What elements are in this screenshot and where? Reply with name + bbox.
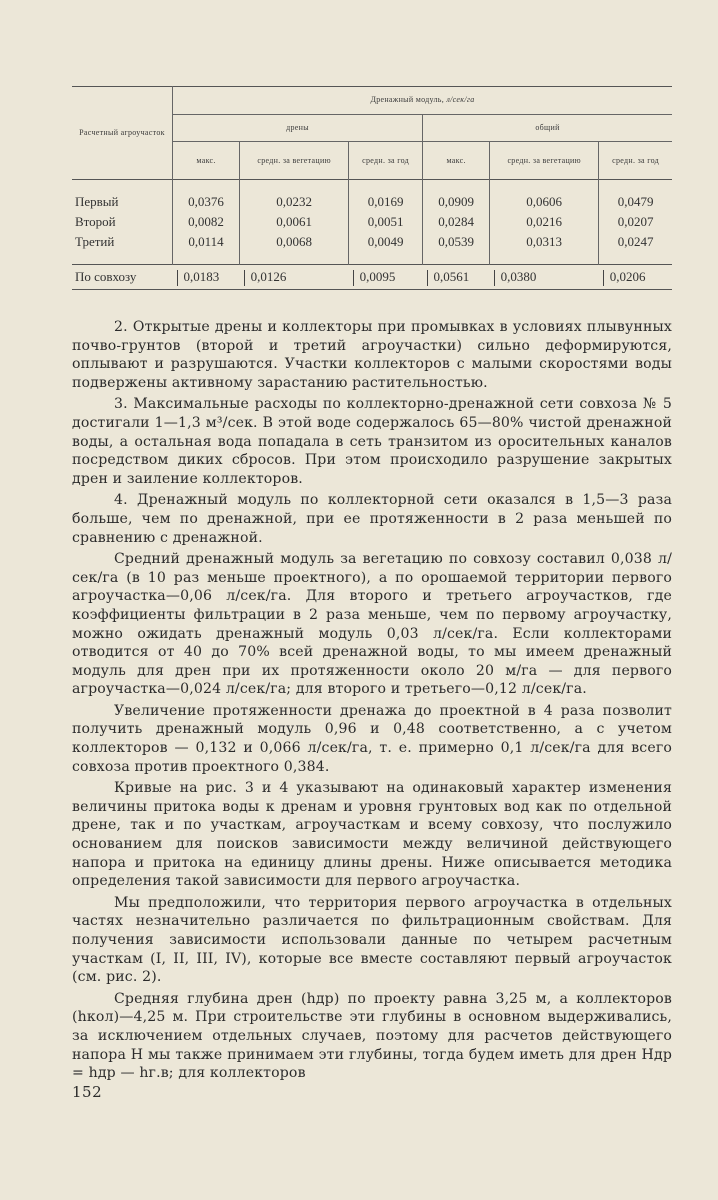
paragraph: 3. Максимальные расходы по коллекторно-дренажной сети совхоза № 5 достигали 1—1,3 м³/сек. В этой воде содержалось 65—80% чистой дренажной воды, а остальная вода попадала в сеть транзитом из оросительных каналов посредством диких сбросов. При этом происходило разрушение закрытых дрен и заиление коллекторов. [72, 396, 672, 487]
table-cell: 0,0095 [359, 269, 396, 284]
col-drains-max: макс. [173, 142, 240, 180]
table-cell: 0,0561 [433, 269, 470, 284]
col-total-max: макс. [423, 142, 490, 180]
table-cell: 0,0479 [599, 180, 672, 213]
body-text [72, 318, 672, 1086]
row-label: Второй [75, 214, 116, 229]
col-total-veg: средн. за вегетацию [490, 142, 599, 180]
table-cell: 0,0049 [349, 232, 423, 265]
table-total-row [72, 265, 672, 290]
table-cell: 0,0114 [173, 232, 240, 265]
table-cell: 0,0068 [240, 232, 349, 265]
paragraph: Кривые на рис. 3 и 4 указывают на одинаковый характер изменения величины притока воды к дренам и уровня грунтовых вод как по отдельной дрене, так и по участкам, агроучасткам и всему совхозу, что послужило основанием для поисков зависимости между величиной действующего напора и притока на единицу длины дрены. Ниже описывается методика определения такой зависимости для первого агроучастка. [72, 780, 672, 890]
paragraph: 2. Открытые дрены и коллекторы при промывках в условиях плывунных почво-грунтов (второй и третий агроучастки) сильно деформируются, оплывают и разрушаются. Участки коллекторов с малыми скоростями воды подвержены активному зарастанию растительностью. [72, 319, 672, 391]
table-cell: 0,0606 [490, 180, 599, 213]
paragraph: Средний дренажный модуль за вегетацию по совхозу составил 0,038 л/сек/га (в 10 раз меньше проектного), а по орошаемой территории первого агроучастка—0,06 л/сек/га. Для второго и третьего агроучастков, где коэффициенты фильтрации в 2 раза меньше, чем по первому агроучастку, можно ожидать дренажный модуль 0,03 л/сек/га. Если коллекторами отводится от 40 до 70% всей дренажной воды, то мы имеем дренажный модуль для дрен при их протяженности около 20 м/га — для первого агроучастка—0,024 л/сек/га; для второго и третьего—0,12 л/сек/га. [72, 551, 672, 698]
table-main-header: Дренажный модуль, л/сек/га [173, 87, 673, 115]
table-row [72, 212, 672, 232]
paragraph: 4. Дренажный модуль по коллекторной сети оказался в 1,5—3 раза больше, чем по дренажной, при ее протяженности в 2 раза меньшей по сравнению с дренажной. [72, 492, 672, 546]
drainage-module-table [72, 86, 672, 290]
paragraph: Увеличение протяженности дренажа до проектной в 4 раза позволит получить дренажный модуль 0,96 и 0,48 соответственно, а с учетом коллекторов — 0,132 и 0,066 л/сек/га, т. е. примерно 0,1 л/сек/га для всего совхоза против проектного 0,384. [72, 702, 672, 775]
table-cell: 0,0376 [173, 180, 240, 213]
table-cell: 0,0082 [173, 212, 240, 232]
table-cell: 0,0061 [240, 212, 349, 232]
table-cell: 0,0284 [423, 212, 490, 232]
table-cell: 0,0539 [423, 232, 490, 265]
paragraph: Мы предположили, что территория первого агроучастка в отдельных частях незначительно различается по фильтрационным свойствам. Для получения зависимости использовали данные по четырем расчетным участкам (I, II, III, IV), которые все вместе составляют первый агроучасток (см. рис. 2). [72, 894, 672, 986]
table-stub-header: Расчетный агроучасток [79, 128, 165, 137]
table-cell: 0,0232 [240, 180, 349, 213]
table-cell: 0,0051 [349, 212, 423, 232]
total-label: По совхозу [72, 265, 173, 290]
table-cell: 0,0380 [500, 269, 537, 284]
table-cell: 0,0247 [599, 232, 672, 265]
page-number: 152 [72, 1083, 103, 1101]
table-row [72, 232, 672, 265]
table-cell: 0,0169 [349, 180, 423, 213]
group-total-header: общий [423, 114, 672, 142]
col-drains-year: средн. за год [349, 142, 423, 180]
table-row [72, 180, 672, 213]
group-drains-header: дрены [173, 114, 423, 142]
row-label: Первый [75, 194, 119, 209]
table-cell: 0,0207 [599, 212, 672, 232]
col-total-year: средн. за год [599, 142, 672, 180]
table-cell: 0,0313 [490, 232, 599, 265]
table-cell: 0,0183 [183, 269, 220, 284]
col-drains-veg: средн. за вегетацию [240, 142, 349, 180]
table-cell: 0,0909 [423, 180, 490, 213]
row-label: Третий [75, 234, 115, 249]
table-cell: 0,0216 [490, 212, 599, 232]
paragraph: Средняя глубина дрен (hдр) по проекту равна 3,25 м, а коллекторов (hкол)—4,25 м. При строительстве эти глубины в основном выдерживались, за исключением отдельных случаев, поэтому для расчетов действующего напора H мы также принимаем эти глубины, тогда будем иметь для дрен Hдр = hдр — hг.в; для коллекторов [72, 990, 672, 1082]
table-cell: 0,0206 [609, 269, 646, 284]
table-cell: 0,0126 [250, 269, 287, 284]
